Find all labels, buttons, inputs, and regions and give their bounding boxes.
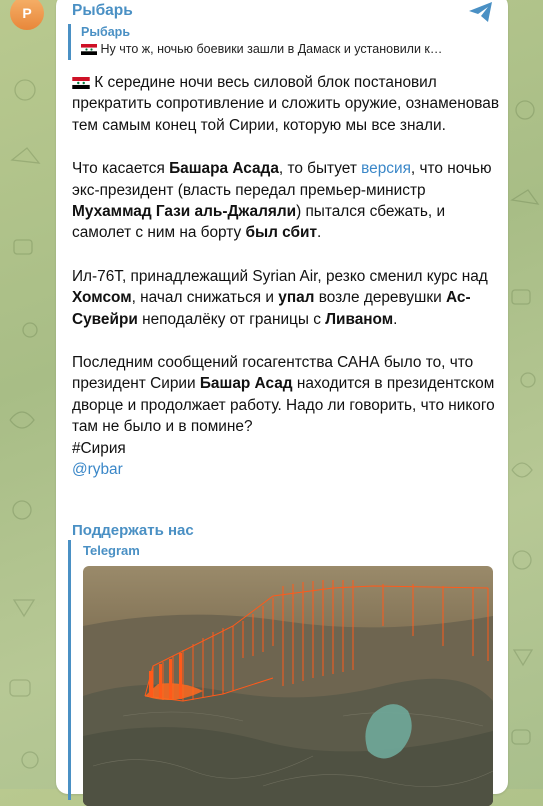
p2-text-c: , что ночью экс-президент (власть передал премьер-министр [72,160,492,199]
paragraph-4 [72,352,500,480]
paragraph-1 [72,72,500,136]
support-link[interactable]: Поддержать нас [72,522,194,539]
p3-text-d: неподалёку от границы с [137,310,326,328]
reply-text-row [81,42,498,56]
version-link[interactable]: версия [361,160,411,178]
p3-bold-lebanon: Ливаном [325,310,394,328]
reply-preview[interactable] [68,24,498,60]
reply-preview-text: Ну что ж, ночью боевики зашли в Дамаск и установили к… [100,42,443,56]
p4-text-b: находится в президентском дворце и продолжает работу. Надо ли говорить, что никого там не было и в помине? [72,375,495,436]
p2-bold-shot-down: был сбит [245,224,318,242]
channel-name[interactable]: Рыбарь [72,2,133,19]
p3-text-c: возле деревушки [314,289,446,307]
p3-bold-fell: упал [278,289,315,307]
p2-text-b: , то бытует [278,160,362,178]
p3-bold-suweiri: Ас-Сувейри [72,289,471,328]
p2-text-e: . [317,224,322,242]
paragraph-1-text: К середине ночи весь силовой блок постановил прекратить сопротивление и сложить оружие, ознаменовав тем самым конец той Сирии, которую мы все знали. [72,74,500,134]
p4-text-a: Последним сообщений госагентства САНА было то, что президент Сирии [72,354,474,393]
syria-flag-icon [81,44,97,55]
p2-bold-asad: Башара Асада [169,160,279,178]
p2-text-d: ) пытался сбежать, и самолет с ним на борту [72,203,446,242]
p3-bold-homs: Хомсом [72,289,132,307]
quoted-source: Telegram [83,543,140,558]
syria-flag-icon [72,77,90,89]
quoted-media[interactable] [68,540,506,800]
channel-avatar[interactable] [10,0,44,30]
p4-bold-asad: Башар Асад [199,375,293,393]
avatar-letter: Р [22,5,32,21]
p3-text-b: , начал снижаться и [131,289,279,307]
reply-author: Рыбарь [81,25,131,39]
p3-text-e: . [393,310,398,328]
p2-text-a: Что касается [72,160,170,178]
paragraph-2 [72,158,500,244]
terrain-map [83,566,493,806]
paragraph-3 [72,266,500,330]
telegram-share-icon[interactable] [468,0,494,24]
p2-bold-jalali: Мухаммад Гази аль-Джаляли [72,203,297,221]
mention-rybar[interactable]: @rybar [72,461,123,479]
p3-text-a: Ил-76Т, принадлежащий Syrian Air, резко сменил курс над [72,267,488,285]
hashtag-syria[interactable]: #Сирия [72,439,126,457]
flight-track-map-image[interactable] [83,566,493,806]
message-bubble [56,0,508,794]
message-text [72,72,500,481]
